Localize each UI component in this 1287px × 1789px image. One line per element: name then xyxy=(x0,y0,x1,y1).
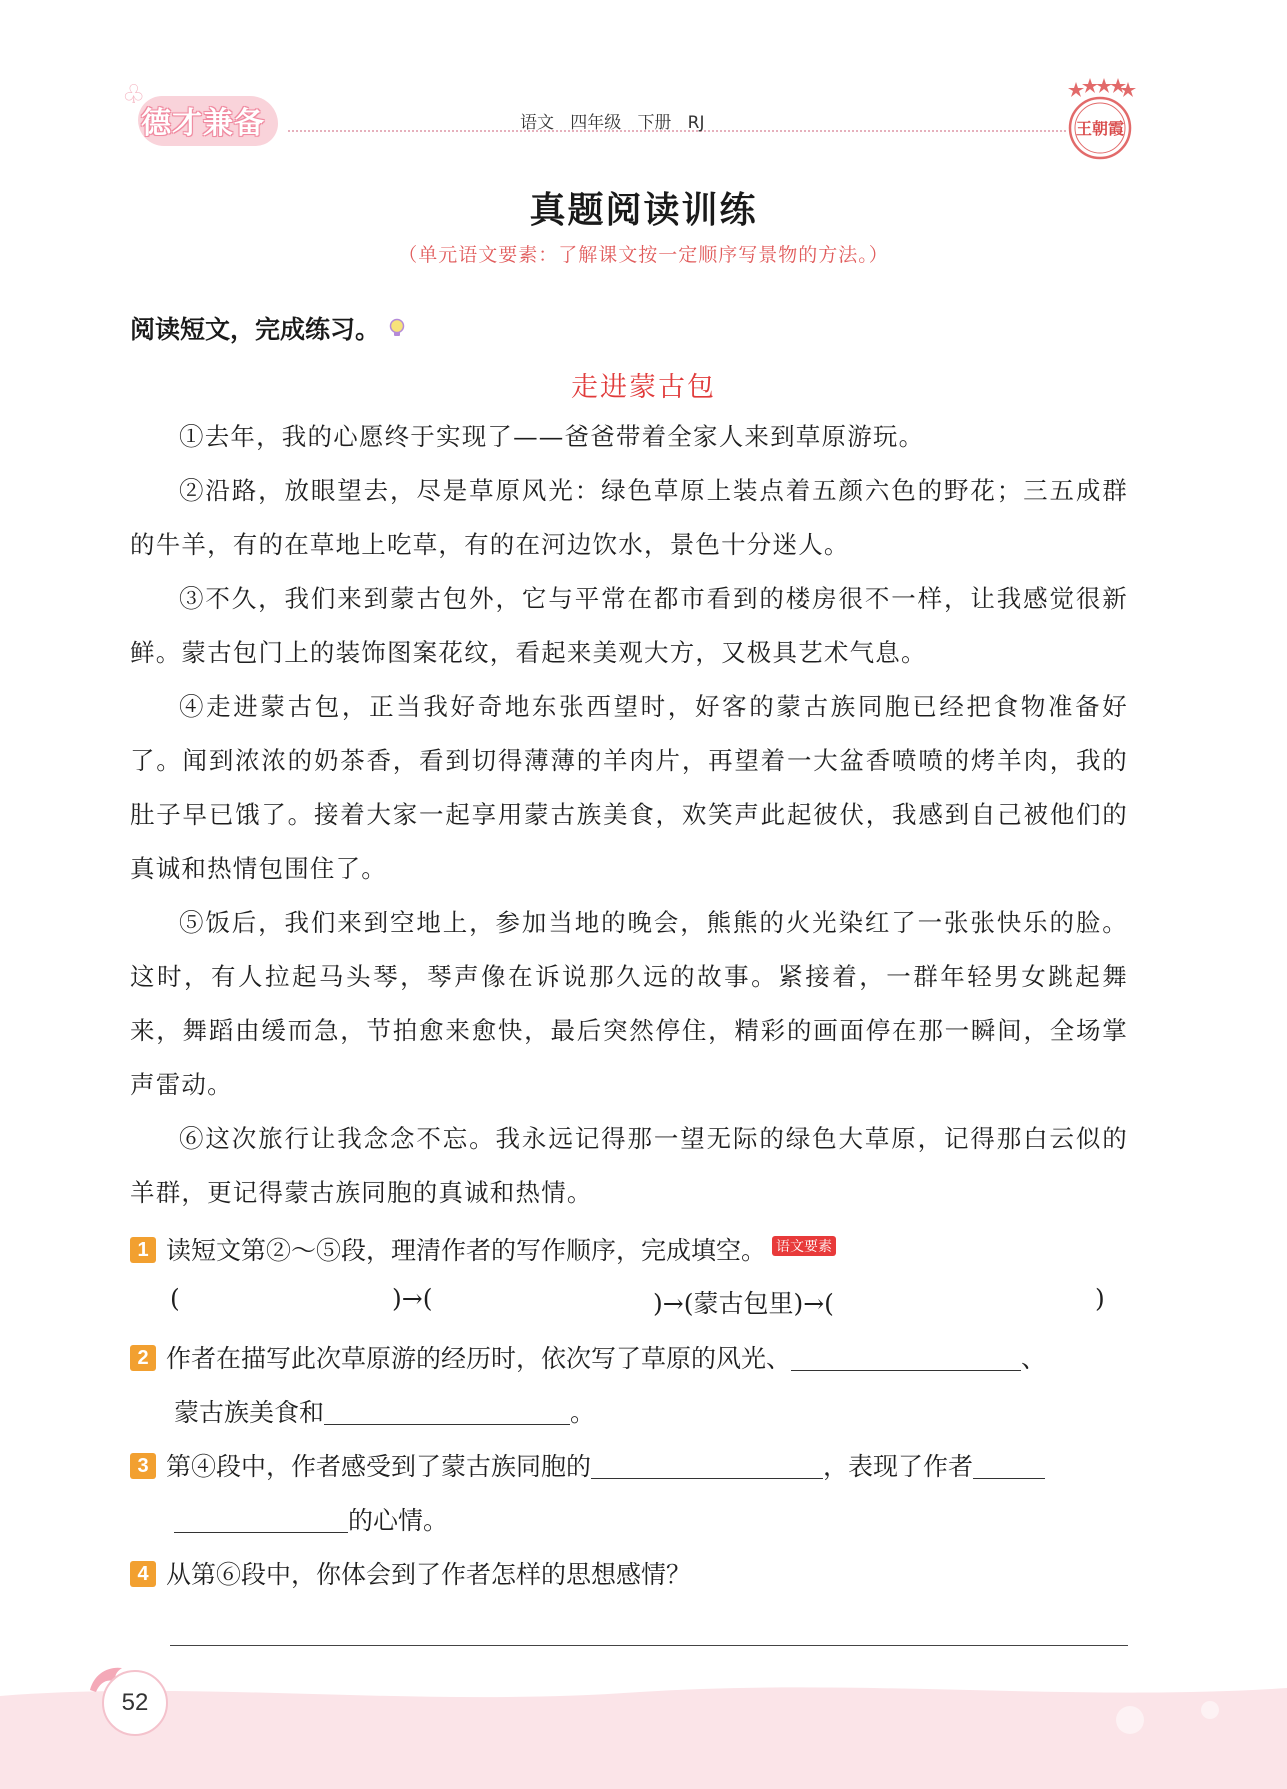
question-number: 4 xyxy=(130,1561,156,1587)
question-text: 、 xyxy=(1021,1344,1047,1373)
question-1 xyxy=(130,1224,1128,1278)
sequence-open: ( xyxy=(170,1284,180,1313)
paragraph-4: ④走进蒙古包，正当我好奇地东张西望时，好客的蒙古族同胞已经把食物准备好了。闻到浓浓的奶茶香，看到切得薄薄的羊肉片，再望着一大盆香喷喷的烤羊肉，我的肚子早已饿了。接着大家一起享用蒙古族美食，欢笑声此起彼伏，我感到自己被他们的真诚和热情包围住了。 xyxy=(130,692,1128,883)
question-text: 。 xyxy=(570,1398,596,1427)
question-text: 读短文第②～⑤段，理清作者的写作顺序，完成填空。 xyxy=(166,1236,767,1265)
question-number: 3 xyxy=(130,1453,156,1479)
paragraph-3: ③不久，我们来到蒙古包外，它与平常在都市看到的楼房很不一样，让我感觉很新鲜。蒙古包门上的装饰图案花纹，看起来美观大方，又极具艺术气息。 xyxy=(130,584,1128,667)
answer-blank[interactable] xyxy=(791,1340,1021,1371)
page-number: 52 xyxy=(102,1670,168,1736)
answer-line[interactable] xyxy=(170,1645,1128,1646)
paragraph-6: ⑥这次旅行让我念念不忘。我永远记得那一望无际的绿色大草原，记得那白云似的羊群，更记得蒙古族同胞的真诚和热情。 xyxy=(130,1124,1128,1207)
edition: RJ xyxy=(687,113,705,133)
sequence-fill-row xyxy=(170,1284,1110,1324)
unit-requirement: （单元语文要素：了解课文按一定顺序写景物的方法。） xyxy=(398,244,889,266)
question-text: 蒙古族美食和 xyxy=(174,1398,325,1427)
page-title: 真题阅读训练 xyxy=(529,190,758,231)
brand-badge xyxy=(118,78,288,150)
question-4 xyxy=(130,1548,1128,1602)
question-2 xyxy=(130,1332,1128,1440)
question-text: ，表现了作者 xyxy=(823,1452,974,1481)
book-info xyxy=(520,108,704,133)
reading-passage xyxy=(130,410,1128,1220)
grade: 四年级 xyxy=(570,113,622,133)
sequence-blank-3[interactable] xyxy=(893,1284,1093,1318)
answer-blank[interactable] xyxy=(973,1448,1045,1479)
question-number: 1 xyxy=(130,1237,156,1263)
paragraph-2: ②沿路，放眼望去，尽是草原风光：绿色草原上装点着五颜六色的野花；三五成群的牛羊，有的在草地上吃草，有的在河边饮水，景色十分迷人。 xyxy=(130,476,1128,559)
story-title: 走进蒙古包 xyxy=(571,372,716,403)
seal-text: 王朝霞 xyxy=(1075,119,1125,138)
sequence-sep-2: )→(蒙古包里)→( xyxy=(653,1289,834,1318)
palm-tree-icon: ♧ xyxy=(122,80,146,110)
question-3 xyxy=(130,1440,1128,1548)
language-element-badge: 语文要素 xyxy=(772,1236,836,1256)
instruction-text: 阅读短文，完成练习。 xyxy=(130,315,381,344)
volume: 下册 xyxy=(637,113,672,133)
sequence-close: ) xyxy=(1095,1284,1105,1313)
paragraph-1: ①去年，我的心愿终于实现了——爸爸带着全家人来到草原游玩。 xyxy=(179,422,925,451)
answer-blank[interactable] xyxy=(324,1394,570,1425)
question-text: 从第⑥段中，你体会到了作者怎样的思想感情？ xyxy=(166,1560,692,1589)
question-text: 的心情。 xyxy=(348,1506,449,1535)
question-text: 作者在描写此次草原游的经历时，依次写了草原的风光、 xyxy=(166,1344,792,1373)
question-number: 2 xyxy=(130,1345,156,1371)
paragraph-5: ⑤饭后，我们来到空地上，参加当地的晚会，熊熊的火光染红了一张张快乐的脸。这时，有人拉起马头琴，琴声像在诉说那久远的故事。紧接着，一群年轻男女跳起舞来，舞蹈由缓而急，节拍愈来愈快，最后突然停住，精彩的画面停在那一瞬间，全场掌声雷动。 xyxy=(130,908,1128,1099)
answer-blank[interactable] xyxy=(591,1448,823,1479)
bottom-wave-decoration xyxy=(0,1670,1287,1789)
lightbulb-icon xyxy=(386,317,408,339)
brand-logo-text: 德才兼备 xyxy=(141,106,265,141)
instruction xyxy=(130,310,408,346)
answer-blank[interactable] xyxy=(174,1502,348,1533)
subject: 语文 xyxy=(520,113,554,133)
sequence-sep-1: )→( xyxy=(392,1284,433,1313)
question-text: 第④段中，作者感受到了蒙古族同胞的 xyxy=(166,1452,592,1481)
author-seal-icon xyxy=(1060,78,1140,164)
